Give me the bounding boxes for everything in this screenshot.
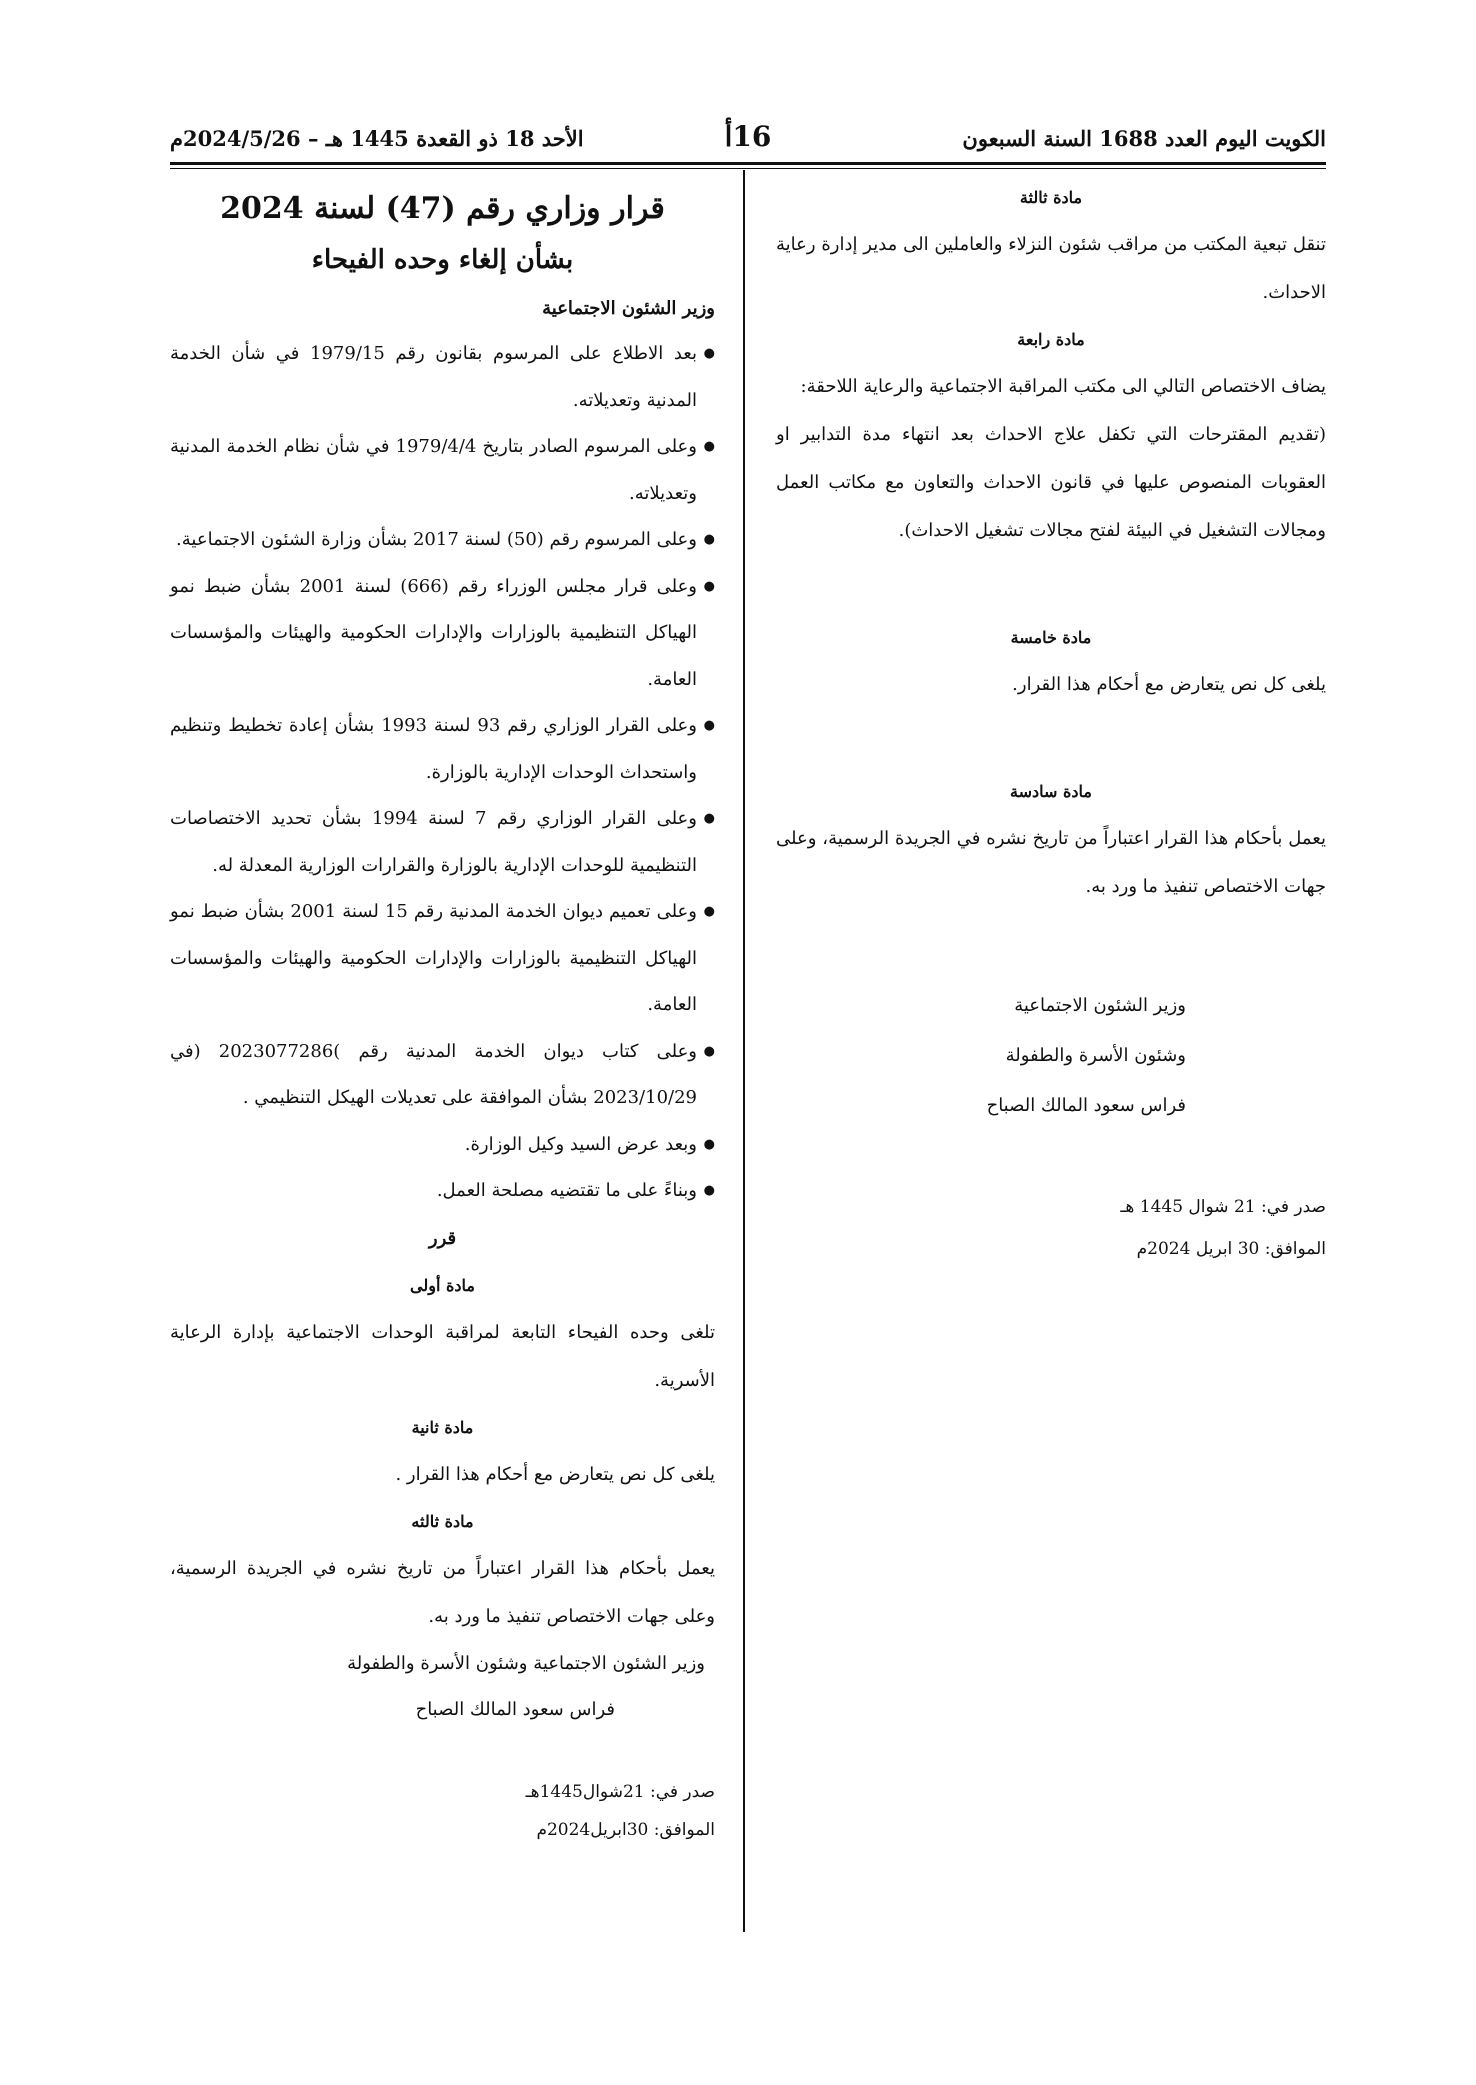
list-item: ● وعلى القرار الوزاري رقم 7 لسنة 1994 بشأن تحديد الاختصاصات التنظيمية للوحدات الإدارية بالوزارة والقرارات الوزارية المعدلة له.: [170, 796, 715, 889]
issue-dates: [776, 1186, 1326, 1270]
header-rule-thick: [170, 162, 1326, 165]
article-text: تنقل تبعية المكتب من مراقب شئون النزلاء والعاملين الى مدير إدارة رعاية الاحداث.: [776, 234, 1326, 303]
decided-label: قرر: [428, 1227, 457, 1249]
gazette-issue: الكويت اليوم العدد 1688 السنة السبعون: [962, 126, 1326, 151]
page-header: [170, 118, 1326, 162]
signature-block: [776, 981, 1326, 1131]
decision-title: قرار وزاري رقم (47) لسنة 2024: [220, 191, 665, 226]
article-heading: مادة ثالثه: [411, 1511, 474, 1531]
issue-date: الأحد 18 ذو القعدة 1445 هـ – 2024/5/26م: [170, 126, 584, 151]
signature-title: وزير الشئون الاجتماعية وشئون الأسرة والطفولة: [347, 1652, 705, 1674]
article-heading: مادة ثانية: [411, 1417, 474, 1437]
signature-title: وزير الشئون الاجتماعية: [1014, 995, 1186, 1016]
article-text: يلغى كل نص يتعارض مع أحكام هذا القرار .: [395, 1463, 715, 1485]
signatory-name: فراس سعود المالك الصباح: [415, 1698, 615, 1720]
list-item: ● وبناءً على ما تقتضيه مصلحة العمل.: [170, 1168, 715, 1215]
article-heading: مادة ثالثة: [1019, 188, 1083, 207]
issued-date: صدر في: 21 شوال 1445 هـ: [1120, 1197, 1326, 1217]
page-number: 16أ: [724, 120, 772, 153]
article-text: (تقديم المقترحات التي تكفل علاج الاحداث بعد انتهاء مدة التدابير او العقوبات المنصوص عليها في قانون الاحداث والتعاون مع مكاتب العمل ومجالات التشغيل في البيئة لفتح مجالات تشغيل الاحداث).: [776, 424, 1326, 541]
column-divider: [743, 170, 745, 1932]
list-item: ● وعلى قرار مجلس الوزراء رقم (666) لسنة 2001 بشأن ضبط نمو الهياكل التنظيمية بالوزارات والإدارات الحكومية والهيئات والمؤسسات العامة.: [170, 564, 715, 704]
corresponding-date: الموافق: 30 ابريل 2024م: [1136, 1239, 1326, 1259]
article-text: يعمل بأحكام هذا القرار اعتباراً من تاريخ نشره في الجريدة الرسمية، وعلى جهات الاختصاص تنفيذ ما ورد به.: [776, 828, 1326, 897]
issue-dates: [170, 1773, 715, 1849]
article-text: يعمل بأحكام هذا القرار اعتباراً من تاريخ نشره في الجريدة الرسمية، وعلى جهات الاختصاص تنفيذ ما ورد به.: [170, 1557, 715, 1627]
article-heading: مادة أولى: [410, 1275, 475, 1295]
issued-date: صدر في: 21شوال1445هـ: [525, 1781, 715, 1802]
signature-title: وشئون الأسرة والطفولة: [1005, 1045, 1186, 1066]
list-item: ● وعلى كتاب ديوان الخدمة المدنية رقم )2023077286 (في 2023/10/29 بشأن الموافقة على تعديلات الهيكل التنظيمي .: [170, 1029, 715, 1122]
decision-subtitle: بشأن إلغاء وحده الفيحاء: [311, 245, 574, 275]
article-text: تلغى وحده الفيحاء التابعة لمراقبة الوحدات الاجتماعية بإدارة الرعاية الأسرية.: [170, 1321, 715, 1391]
article-text: يضاف الاختصاص التالي الى مكتب المراقبة الاجتماعية والرعاية اللاحقة:: [800, 376, 1326, 397]
list-item: ● بعد الاطلاع على المرسوم بقانون رقم 1979/15 في شأن الخدمة المدنية وتعديلاته.: [170, 331, 715, 424]
article-heading: مادة سادسة: [1010, 782, 1092, 801]
signatory-name: فراس سعود المالك الصباح: [986, 1095, 1186, 1116]
article-heading: مادة خامسة: [1010, 628, 1092, 647]
corresponding-date: الموافق: 30ابريل2024م: [536, 1819, 715, 1840]
left-column: [170, 175, 715, 1849]
list-item: ● وعلى تعميم ديوان الخدمة المدنية رقم 15 لسنة 2001 بشأن ضبط نمو الهياكل التنظيمية بالوزارات والإدارات الحكومية والهيئات والمؤسسات العامة.: [170, 889, 715, 1029]
header-rule-thin: [170, 168, 1326, 169]
list-item: ● وبعد عرض السيد وكيل الوزارة.: [170, 1122, 715, 1169]
preamble-clauses: [170, 331, 715, 1215]
article-text: يلغى كل نص يتعارض مع أحكام هذا القرار.: [1012, 674, 1326, 695]
right-column: [776, 175, 1326, 1270]
list-item: ● وعلى المرسوم رقم (50) لسنة 2017 بشأن وزارة الشئون الاجتماعية.: [170, 517, 715, 564]
list-item: ● وعلى القرار الوزاري رقم 93 لسنة 1993 بشأن إعادة تخطيط وتنظيم واستحداث الوحدات الإدارية بالوزارة.: [170, 703, 715, 796]
signature-block: [170, 1641, 715, 1733]
list-item: ● وعلى المرسوم الصادر بتاريخ 1979/4/4 في شأن نظام الخدمة المدنية وتعديلاته.: [170, 424, 715, 517]
article-heading: مادة رابعة: [1017, 330, 1085, 349]
issuing-minister: وزير الشئون الاجتماعية: [542, 298, 715, 319]
